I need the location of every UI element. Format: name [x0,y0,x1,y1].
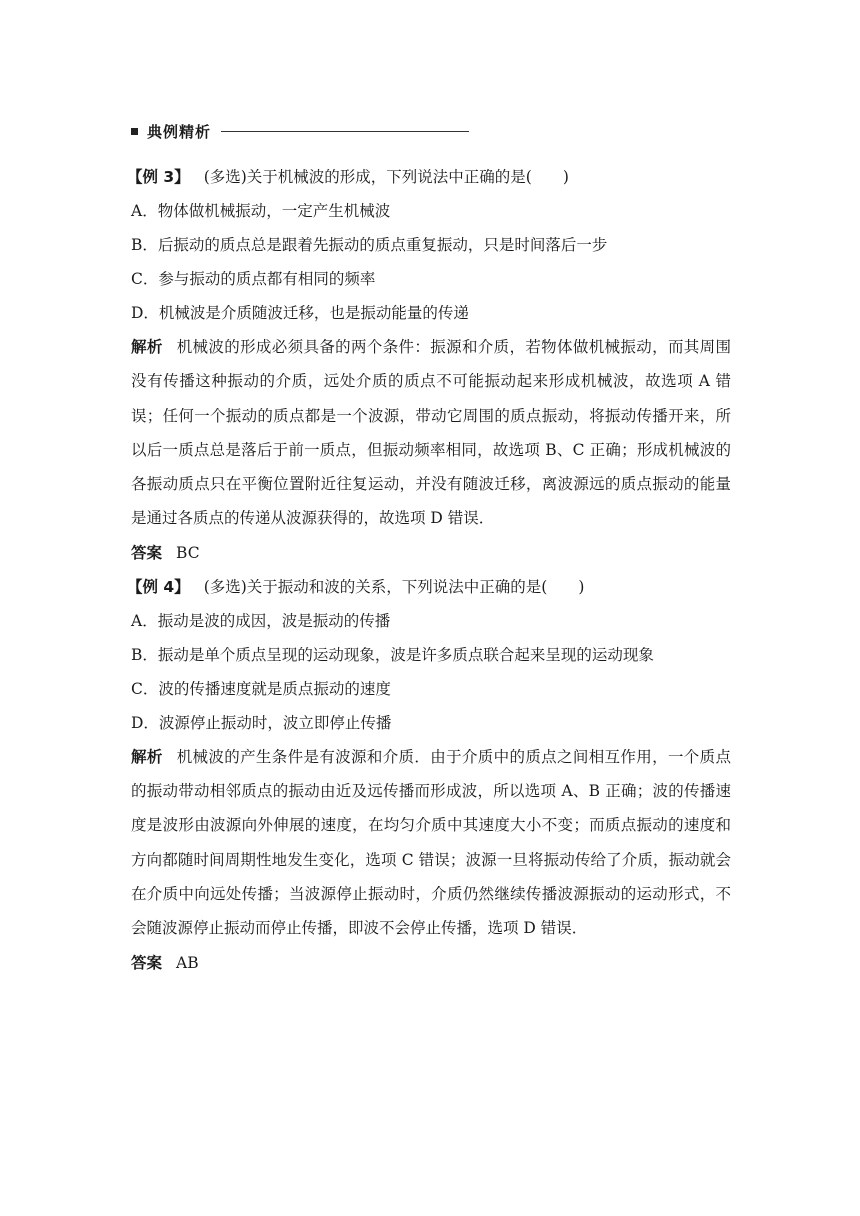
analysis-paragraph [131,740,731,946]
analysis-label: 解析 [131,338,163,356]
option-c: C．波的传播速度就是质点振动的速度 [131,679,391,698]
option-c: C．参与振动的质点都有相同的频率 [131,270,376,288]
answer-label: 答案 [131,543,163,562]
option-d: D．波源停止振动时，波立即停止传播 [131,713,392,732]
analysis-text: 机械波的形成必须具备的两个条件：振源和介质，若物体做机械振动，而其周围没有传播这种振动的介质，远处介质的质点不可能振动起来形成机械波，故选项 A 错误；任何一个振动的质点都是一个波源，带动它周围的质点振动，将振动传播开来，所以后一质点总是落后于前一质点，但振动频率相同，故选项 B、C 正确；形成机械波的各振动质点只在平衡位置附近往复运动，并没有随波迁移，离波源远的质点振动的能量是通过各质点的传递从波源获得的，故选项 D 错误． [131,338,731,528]
option-b: B．后振动的质点总是跟着先振动的质点重复振动，只是时间落后一步 [131,236,608,254]
example-label: 【例 4】 [127,577,190,596]
answer-value: BC [176,543,200,562]
option-a: A．物体做机械振动，一定产生机械波 [131,202,391,220]
question-text: (多选)关于机械波的形成，下列说法中正确的是( ) [203,168,569,186]
option-d: D．机械波是介质随波迁移，也是振动能量的传递 [131,304,469,322]
example-block [127,570,731,980]
option-a: A．振动是波的成因，波是振动的传播 [131,611,391,630]
square-bullet-icon [131,128,138,135]
example-block [127,160,731,570]
example-question [127,160,731,194]
question-text: (多选)关于振动和波的关系，下列说法中正确的是( ) [203,577,585,596]
answer-line [131,946,731,980]
option-b: B．振动是单个质点呈现的运动现象，波是许多质点联合起来呈现的运动现象 [131,645,654,664]
example-label: 【例 3】 [127,168,190,186]
answer-value: AB [176,953,199,972]
section-header [131,118,731,144]
section-title: 典例精析 [147,122,212,141]
example-question [127,570,731,604]
answer-line [131,536,731,570]
analysis-paragraph [131,330,731,536]
section-divider [221,131,469,132]
document-page [127,118,731,980]
answer-label: 答案 [131,953,163,972]
analysis-label: 解析 [131,747,163,766]
analysis-text: 机械波的产生条件是有波源和介质．由于介质中的质点之间相互作用，一个质点的振动带动相邻质点的振动由近及远传播而形成波，所以选项 A、B 正确；波的传播速度是波形由波源向外伸展的速度，在均匀介质中其速度大小不变；而质点振动的速度和方向都随时间周期性地发生变化，选项 C 错误；波源一旦将振动传给了介质，振动就会在介质中向远处传播；当波源停止振动时，介质仍然继续传播波源振动的运动形式，不会随波源停止振动而停止传播，即波不会停止传播，选项 D 错误． [131,747,731,938]
